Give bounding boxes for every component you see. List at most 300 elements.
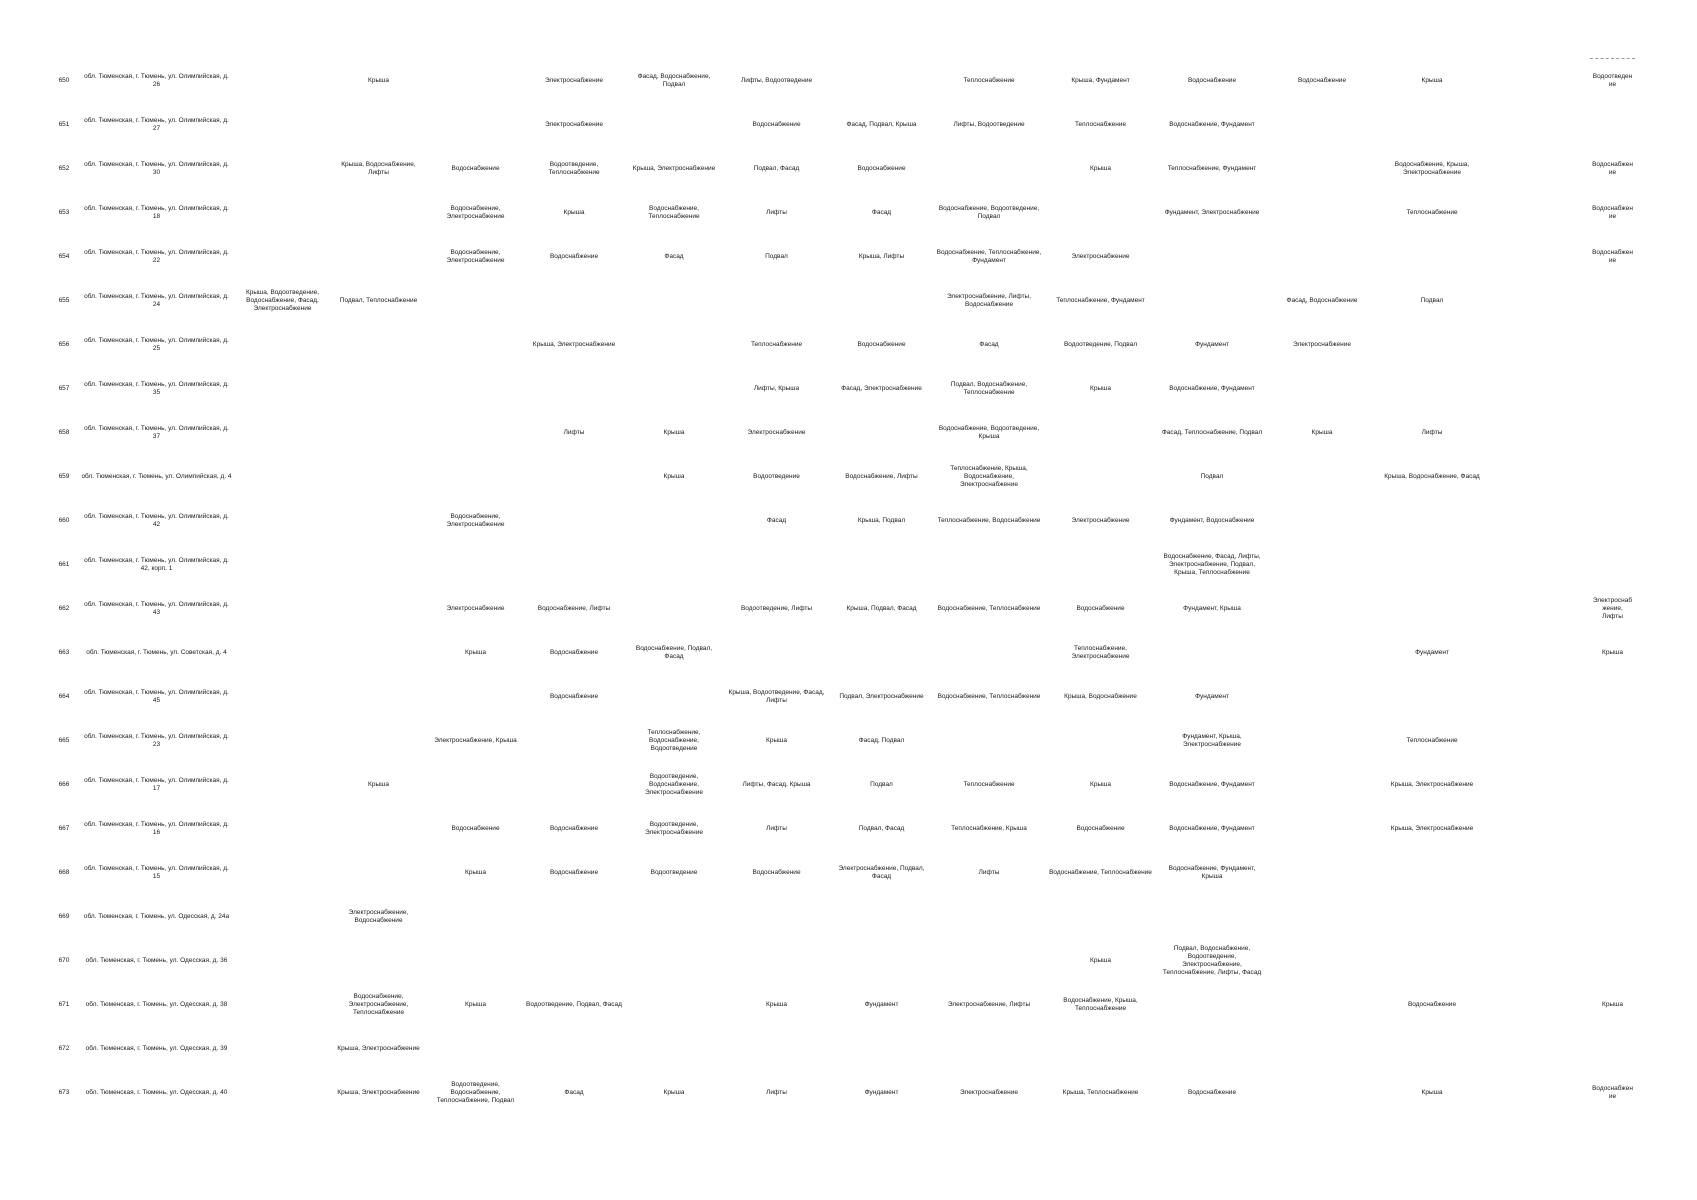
work-type-cell: Водоснабжение, Электроснабжение (446, 205, 505, 220)
work-type-cell (934, 939, 1044, 983)
spacer-cell (1487, 719, 1590, 763)
work-type-cell (1267, 895, 1377, 939)
work-type-cell: Водоснабжение (549, 825, 599, 832)
row-number: 657 (58, 385, 70, 392)
work-type-cell (427, 1027, 524, 1071)
address-cell: обл. Тюменская, г. Тюмень, ул. Олимпийская, д. 42 (84, 513, 229, 528)
work-type-cell: Крыша, Электроснабжение (532, 341, 616, 348)
work-type-cell: Крыша (1090, 781, 1111, 788)
work-type-cell: Электроснабжение, Крыша (434, 737, 517, 744)
work-type-cell (1377, 235, 1487, 279)
work-type-cell (524, 719, 624, 763)
row-number: 664 (58, 693, 70, 700)
work-type-cell (1267, 675, 1377, 719)
table-row (50, 719, 1635, 763)
work-type-cell (330, 631, 427, 675)
work-type-cell (1590, 851, 1635, 895)
work-type-cell: Теплоснабжение, Фундамент (1167, 165, 1257, 172)
work-type-cell: Водоотведение, Теплоснабжение (548, 161, 600, 176)
work-type-cell (829, 939, 934, 983)
work-type-cell (524, 1027, 624, 1071)
work-type-cell (1267, 631, 1377, 675)
work-type-cell (934, 895, 1044, 939)
address-cell: обл. Тюменская, г. Тюмень, ул. Одесская, д. 36 (85, 957, 228, 964)
work-type-cell (330, 851, 427, 895)
work-type-cell: Электроснабжение (1293, 341, 1351, 348)
table-row (50, 1027, 1635, 1071)
work-type-cell (524, 543, 624, 587)
work-type-cell (1590, 499, 1635, 543)
work-type-cell (427, 103, 524, 147)
work-type-cell: Водоснабжение, Лифты (845, 473, 918, 480)
table-row (50, 587, 1635, 631)
spacer-cell (1487, 147, 1590, 191)
work-type-cell (235, 851, 330, 895)
work-type-cell: Теплоснабжение, Водоснабжение, Водоотведение (647, 729, 701, 752)
address-cell: обл. Тюменская, г. Тюмень, ул. Олимпийская, д. 18 (84, 205, 229, 220)
work-type-cell (1377, 367, 1487, 411)
work-type-cell: Крыша, Электроснабжение (632, 165, 716, 172)
work-type-cell: Фасад (664, 253, 684, 260)
address-cell: обл. Тюменская, г. Тюмень, ул. Олимпийская, д. 16 (84, 821, 229, 836)
work-type-cell: Лифты (766, 209, 787, 216)
spreadsheet-page (50, 58, 1635, 1115)
spacer-cell (1487, 59, 1590, 104)
work-type-cell: Крыша (368, 781, 389, 788)
work-type-cell (829, 895, 934, 939)
table-body (50, 59, 1635, 1116)
work-type-cell (235, 147, 330, 191)
work-type-cell (1267, 719, 1377, 763)
work-type-cell (330, 235, 427, 279)
work-type-cell: Крыша (663, 429, 685, 436)
work-type-cell: Подвал, Фасад (858, 825, 905, 832)
work-type-cell: Водоснабжение (1076, 825, 1125, 832)
work-type-cell: Крыша (1090, 385, 1111, 392)
work-type-cell: Крыша, Подвал (857, 517, 906, 524)
work-type-cell: Водоснабжение, Водоотведение, Крыша (938, 425, 1040, 440)
row-number: 673 (58, 1089, 70, 1096)
spacer-cell (1487, 367, 1590, 411)
address-cell: обл. Тюменская, г. Тюмень, ул. Олимпийская, д. 42, корп. 1 (84, 557, 229, 572)
work-type-cell: Электроснабжение (1071, 517, 1130, 524)
work-type-cell: Водоснабжение, Теплоснабжение (648, 205, 700, 220)
work-type-cell: Крыша, Электроснабжение (337, 1045, 420, 1052)
table-row (50, 631, 1635, 675)
repair-schedule-table (50, 58, 1635, 1115)
spacer-cell (1487, 235, 1590, 279)
address-cell: обл. Тюменская, г. Тюмень, ул. Одесская, д. 24а (83, 913, 230, 920)
work-type-cell: Водоснабжение (857, 165, 906, 172)
work-type-cell (724, 279, 829, 323)
work-type-cell (724, 895, 829, 939)
work-type-cell: Крыша (1602, 649, 1623, 656)
work-type-cell: Крыша (1311, 429, 1333, 436)
table-row (50, 59, 1635, 104)
address-cell: обл. Тюменская, г. Тюмень, ул. Одесская, д. 39 (85, 1045, 228, 1052)
address-cell: обл. Тюменская, г. Тюмень, ул. Олимпийская, д. 24 (84, 293, 229, 308)
work-type-cell: Фасад (979, 341, 999, 348)
row-number: 665 (58, 737, 70, 744)
work-type-cell: Водоснабжение (1297, 76, 1347, 84)
address-cell: обл. Тюменская, г. Тюмень, ул. Олимпийская, д. 22 (84, 249, 229, 264)
row-number: 655 (58, 297, 70, 304)
work-type-cell (1267, 455, 1377, 499)
work-type-cell (1377, 323, 1487, 367)
work-type-cell (235, 939, 330, 983)
row-number: 662 (58, 605, 70, 612)
row-number: 666 (58, 781, 70, 788)
work-type-cell: Фасад, Электроснабжение (841, 385, 922, 392)
row-number: 653 (58, 209, 70, 216)
work-type-cell: Фундамент (1195, 693, 1229, 700)
work-type-cell (427, 367, 524, 411)
spacer-cell (1487, 543, 1590, 587)
work-type-cell (934, 147, 1044, 191)
work-type-cell (1044, 191, 1157, 235)
work-type-cell (624, 367, 724, 411)
work-type-cell (1044, 895, 1157, 939)
work-type-cell: Водоснабжение (1592, 1085, 1633, 1100)
table-row (50, 939, 1635, 983)
work-type-cell: Водоснабжение, Теплоснабжение, Фундамент (936, 249, 1042, 264)
table-row (50, 851, 1635, 895)
work-type-cell: Крыша (1090, 957, 1111, 964)
work-type-cell: Подвал, Теплоснабжение (339, 297, 418, 304)
work-type-cell (427, 411, 524, 455)
work-type-cell (1267, 147, 1377, 191)
work-type-cell: Водоснабжение (1187, 1089, 1237, 1096)
work-type-cell: Водоотведение, Электроснабжение (645, 821, 703, 836)
table-row (50, 983, 1635, 1027)
work-type-cell: Лифты (978, 869, 1000, 876)
work-type-cell (624, 543, 724, 587)
work-type-cell (524, 367, 624, 411)
work-type-cell: Крыша, Водоснабжение (1064, 693, 1137, 700)
spacer-cell (1487, 939, 1590, 983)
work-type-cell: Электроснабжение, Водоснабжение (348, 909, 409, 924)
spacer-cell (1487, 411, 1590, 455)
work-type-cell: Водоснабжение, Крыша, Электроснабжение (1394, 161, 1470, 176)
table-row (50, 543, 1635, 587)
work-type-cell (1590, 807, 1635, 851)
work-type-cell: Электроснабжение, Лифты (1592, 597, 1633, 620)
work-type-cell: Теплоснабжение, Крыша (951, 825, 1027, 832)
work-type-cell (1044, 455, 1157, 499)
work-type-cell: Водоснабжение, Электроснабжение, Теплоснабжение (348, 993, 409, 1016)
row-number: 667 (58, 825, 70, 832)
table-row (50, 279, 1635, 323)
work-type-cell (524, 895, 624, 939)
spacer-cell (1487, 763, 1590, 807)
work-type-cell (427, 323, 524, 367)
work-type-cell: Электроснабжение (545, 76, 603, 84)
work-type-cell (1590, 411, 1635, 455)
work-type-cell: Водоснабжение (1592, 249, 1633, 264)
work-type-cell: Водоснабжение, Подвал, Фасад (635, 645, 713, 660)
work-type-cell: Водоснабжение, Электроснабжение (446, 249, 505, 264)
address-cell: обл. Тюменская, г. Тюмень, ул. Олимпийская, д. 30 (84, 161, 229, 176)
table-row (50, 147, 1635, 191)
work-type-cell: Теплоснабжение (750, 341, 803, 348)
work-type-cell: Крыша, Водоснабжение, Фасад (1384, 473, 1480, 480)
work-type-cell (1267, 983, 1377, 1027)
work-type-cell: Водоснабжение, Теплоснабжение (1049, 869, 1152, 876)
work-type-cell (1267, 103, 1377, 147)
work-type-cell: Водоснабжение, Теплоснабжение (937, 693, 1041, 700)
work-type-cell (1157, 279, 1267, 323)
row-number: 663 (58, 649, 70, 656)
work-type-cell (427, 455, 524, 499)
work-type-cell: Электроснабжение, Лифты (947, 1001, 1031, 1008)
table-row (50, 763, 1635, 807)
work-type-cell (624, 939, 724, 983)
row-number: 660 (58, 517, 70, 524)
work-type-cell (235, 763, 330, 807)
work-type-cell (1377, 851, 1487, 895)
work-type-cell: Фасад (766, 517, 787, 524)
work-type-cell (1267, 807, 1377, 851)
work-type-cell: Фундамент (1195, 341, 1229, 348)
spacer-cell (1487, 983, 1590, 1027)
work-type-cell: Крыша, Водоотведение, Водоснабжение, Фасад, Электроснабжение (245, 289, 320, 312)
work-type-cell: Теплоснабжение, Водоснабжение (937, 517, 1041, 524)
table-row (50, 807, 1635, 851)
spacer-cell (1487, 851, 1590, 895)
work-type-cell: Фасад (564, 1089, 584, 1096)
work-type-cell (1377, 939, 1487, 983)
row-number: 661 (58, 561, 70, 568)
work-type-cell: Крыша, Водоснабжение, Лифты (341, 161, 416, 176)
work-type-cell (524, 763, 624, 807)
work-type-cell: Крыша (563, 209, 585, 216)
work-type-cell: Крыша (465, 869, 486, 876)
work-type-cell: Теплоснабжение (963, 76, 1015, 84)
spacer-cell (1487, 1071, 1590, 1115)
work-type-cell (1377, 499, 1487, 543)
work-type-cell: Водоснабжение, Фасад, Лифты, Электроснабжение, Подвал, Крыша, Теплоснабжение (1163, 553, 1261, 576)
row-number: 671 (58, 1001, 70, 1008)
work-type-cell: Водоснабжение, Фундамент (1169, 121, 1255, 128)
work-type-cell (624, 895, 724, 939)
work-type-cell (235, 103, 330, 147)
work-type-cell (934, 631, 1044, 675)
work-type-cell: Водоснабжение (549, 869, 599, 876)
work-type-cell (1267, 543, 1377, 587)
work-type-cell (1157, 235, 1267, 279)
address-cell: обл. Тюменская, г. Тюмень, ул. Олимпийская, д. 27 (84, 117, 229, 132)
work-type-cell: Лифты, Водоотведение (740, 76, 813, 84)
work-type-cell (427, 675, 524, 719)
work-type-cell (624, 279, 724, 323)
table-row (50, 499, 1635, 543)
work-type-cell: Теплоснабжение (1406, 737, 1458, 744)
work-type-cell: Теплоснабжение, Электроснабжение (1071, 645, 1130, 660)
work-type-cell (1590, 455, 1635, 499)
work-type-cell: Подвал (870, 781, 893, 788)
row-number: 652 (58, 165, 70, 172)
work-type-cell: Электроснабжение (747, 429, 806, 436)
work-type-cell (829, 59, 934, 104)
address-cell: обл. Тюменская, г. Тюмень, ул. Олимпийская, д. 25 (84, 337, 229, 352)
work-type-cell (330, 411, 427, 455)
work-type-cell (330, 719, 427, 763)
row-number: 656 (58, 341, 70, 348)
work-type-cell (724, 1027, 829, 1071)
spacer-cell (1487, 499, 1590, 543)
spacer-cell (1487, 455, 1590, 499)
work-type-cell (1044, 543, 1157, 587)
work-type-cell: Подвал, Водоснабжение, Водоотведение, Электроснабжение, Теплоснабжение, Лифты, Фасад (1162, 945, 1262, 976)
work-type-cell: Крыша, Водоотведение, Фасад, Лифты (728, 689, 825, 704)
work-type-cell (427, 763, 524, 807)
row-number: 654 (58, 253, 70, 260)
work-type-cell (235, 983, 330, 1027)
work-type-cell: Крыша (1421, 1089, 1443, 1096)
work-type-cell: Водоснабжение, Водоотведение, Подвал (938, 205, 1040, 220)
work-type-cell: Теплоснабжение, Крыша, Водоснабжение, Электроснабжение (950, 465, 1028, 488)
work-type-cell: Водоснабжение, Фундамент (1169, 825, 1255, 832)
work-type-cell (1044, 1027, 1157, 1071)
work-type-cell (1267, 499, 1377, 543)
row-number: 672 (58, 1045, 70, 1052)
work-type-cell (235, 1071, 330, 1115)
work-type-cell (235, 543, 330, 587)
address-cell: обл. Тюменская, г. Тюмень, ул. Олимпийская, д. 4 (81, 473, 232, 480)
work-type-cell (1590, 279, 1635, 323)
work-type-cell: Электроснабжение, Подвал, Фасад (838, 865, 925, 880)
work-type-cell (1267, 939, 1377, 983)
work-type-cell: Фасад (871, 209, 892, 216)
work-type-cell (330, 587, 427, 631)
work-type-cell: Водоотведение, Подвал, Фасад (526, 1001, 622, 1008)
work-type-cell: Водоотведение, Подвал (1063, 341, 1138, 348)
work-type-cell (330, 103, 427, 147)
work-type-cell (724, 939, 829, 983)
work-type-cell (235, 367, 330, 411)
work-type-cell: Подвал (765, 253, 788, 260)
work-type-cell (524, 279, 624, 323)
work-type-cell (1157, 1027, 1267, 1071)
work-type-cell (330, 499, 427, 543)
work-type-cell: Водоотведение, Лифты (740, 605, 813, 612)
work-type-cell (330, 191, 427, 235)
spacer-cell (1487, 587, 1590, 631)
work-type-cell (1377, 587, 1487, 631)
spacer-cell (1487, 279, 1590, 323)
work-type-cell (1267, 763, 1377, 807)
work-type-cell (724, 631, 829, 675)
work-type-cell: Электроснабжение (545, 121, 603, 128)
work-type-cell: Лифты, Фасад, Крыша (742, 781, 811, 788)
work-type-cell: Крыша, Электроснабжение (1390, 781, 1474, 788)
work-type-cell (829, 411, 934, 455)
row-number: 668 (58, 869, 70, 876)
work-type-cell (427, 279, 524, 323)
work-type-cell (235, 895, 330, 939)
address-cell: обл. Тюменская, г. Тюмень, ул. Олимпийская, д. 45 (84, 689, 229, 704)
work-type-cell: Крыша (766, 737, 787, 744)
work-type-cell: Крыша, Электроснабжение (337, 1089, 420, 1096)
work-type-cell: Водоснабжение (1592, 161, 1633, 176)
work-type-cell (1377, 103, 1487, 147)
work-type-cell: Фундамент (1415, 649, 1449, 656)
work-type-cell (1590, 367, 1635, 411)
work-type-cell: Водоснабжение (549, 253, 599, 260)
work-type-cell: Подвал, Водоснабжение, Теплоснабжение (950, 381, 1028, 396)
work-type-cell (624, 983, 724, 1027)
work-type-cell (1267, 235, 1377, 279)
work-type-cell (235, 411, 330, 455)
work-type-cell: Теплоснабжение (1074, 121, 1127, 128)
work-type-cell (427, 59, 524, 104)
work-type-cell (235, 1027, 330, 1071)
work-type-cell: Крыша (663, 1089, 685, 1096)
work-type-cell: Лифты (1421, 429, 1443, 436)
table-row (50, 191, 1635, 235)
work-type-cell (235, 59, 330, 104)
address-cell: обл. Тюменская, г. Тюмень, ул. Олимпийская, д. 15 (84, 865, 229, 880)
work-type-cell: Водоотведение (753, 473, 800, 480)
address-cell: обл. Тюменская, г. Тюмень, ул. Одесская, д. 38 (85, 1001, 228, 1008)
work-type-cell: Крыша (766, 1001, 787, 1008)
work-type-cell: Фундамент, Водоснабжение (1169, 517, 1255, 524)
address-cell: обл. Тюменская, г. Тюмень, ул. Советская, д. 4 (86, 649, 227, 656)
work-type-cell (624, 675, 724, 719)
table-row (50, 235, 1635, 279)
work-type-cell (1157, 983, 1267, 1027)
work-type-cell: Водоснабжение (1407, 1001, 1457, 1008)
work-type-cell (330, 675, 427, 719)
work-type-cell: Водоснабжение, Лифты (537, 605, 611, 612)
work-type-cell (624, 1027, 724, 1071)
work-type-cell (235, 631, 330, 675)
work-type-cell: Водоснабжение, Теплоснабжение (937, 605, 1041, 612)
row-number: 659 (58, 473, 70, 480)
table-row (50, 411, 1635, 455)
spacer-cell (1487, 1027, 1590, 1071)
work-type-cell (330, 323, 427, 367)
work-type-cell: Крыша, Фундамент (1071, 76, 1130, 84)
work-type-cell: Фасад, Водоснабжение (1286, 297, 1358, 304)
work-type-cell (624, 103, 724, 147)
work-type-cell (624, 323, 724, 367)
work-type-cell (829, 1027, 934, 1071)
work-type-cell: Крыша, Электроснабжение (1390, 825, 1474, 832)
work-type-cell (1157, 895, 1267, 939)
work-type-cell: Водоотведение, Водоснабжение, Теплоснабжение, Подвал (436, 1081, 515, 1104)
work-type-cell (235, 235, 330, 279)
spacer-cell (1487, 807, 1590, 851)
work-type-cell: Фундамент, Крыша (1183, 605, 1241, 612)
row-number: 669 (58, 913, 70, 920)
work-type-cell: Водоснабжение, Фундамент (1169, 385, 1255, 392)
work-type-cell (427, 895, 524, 939)
work-type-cell (524, 499, 624, 543)
work-type-cell: Теплоснабжение (1406, 209, 1458, 216)
work-type-cell (1590, 763, 1635, 807)
work-type-cell (235, 455, 330, 499)
work-type-cell (1377, 543, 1487, 587)
work-type-cell (330, 807, 427, 851)
work-type-cell: Подвал, Фасад (753, 165, 800, 172)
work-type-cell (624, 499, 724, 543)
work-type-cell (1267, 851, 1377, 895)
work-type-cell: Водоснабжение (1187, 76, 1237, 84)
spacer-cell (1487, 895, 1590, 939)
work-type-cell: Водоснабжение (1076, 605, 1125, 612)
work-type-cell (235, 587, 330, 631)
